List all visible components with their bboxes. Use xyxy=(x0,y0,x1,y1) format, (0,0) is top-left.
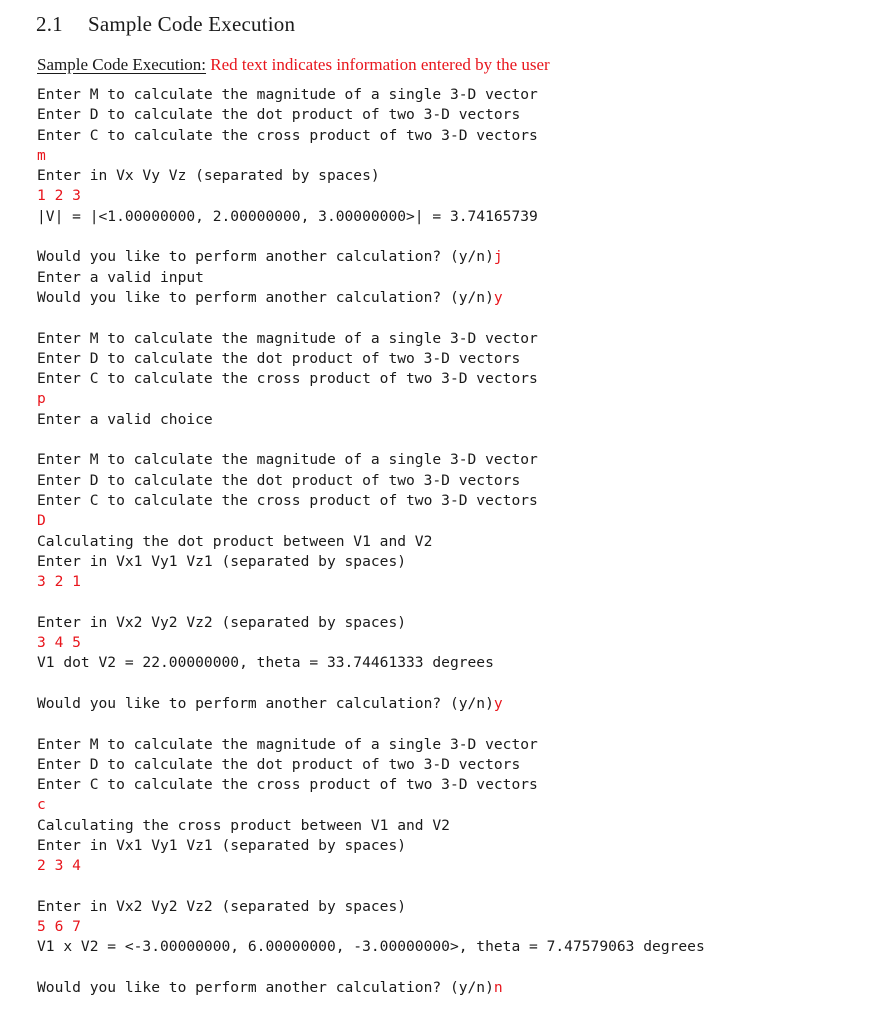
console-line xyxy=(37,572,859,592)
user-input-text: 3 2 1 xyxy=(37,573,81,591)
program-output-text: Enter in Vx2 Vy2 Vz2 (separated by spaces) xyxy=(37,897,407,915)
console-line xyxy=(37,410,859,430)
program-output-text: Enter a valid choice xyxy=(37,410,213,428)
console-line xyxy=(37,694,859,714)
user-input-text: 3 4 5 xyxy=(37,634,81,652)
user-input-text: 1 2 3 xyxy=(37,187,81,205)
console-line xyxy=(37,491,859,511)
console-line xyxy=(37,937,859,957)
program-output-text: Enter in Vx2 Vy2 Vz2 (separated by spaces) xyxy=(37,613,407,631)
console-line xyxy=(37,795,859,815)
console-line xyxy=(37,85,859,105)
user-input-text: 2 3 4 xyxy=(37,857,81,875)
program-output-text: Enter C to calculate the cross product of two 3-D vectors xyxy=(37,776,538,794)
console-blank-line xyxy=(37,227,859,247)
program-output-text: Enter C to calculate the cross product of two 3-D vectors xyxy=(37,491,538,509)
console-line xyxy=(37,735,859,755)
console-line xyxy=(37,268,859,288)
console-line xyxy=(37,126,859,146)
program-output-text: Enter in Vx1 Vy1 Vz1 (separated by spaces) xyxy=(37,836,407,854)
program-output-text: Calculating the dot product between V1 and V2 xyxy=(37,532,433,550)
console-blank-line xyxy=(37,674,859,694)
program-output-text: Enter M to calculate the magnitude of a single 3-D vector xyxy=(37,329,538,347)
console-blank-line xyxy=(37,877,859,897)
execution-caption xyxy=(37,53,859,77)
console-line xyxy=(37,146,859,166)
program-output-text: V1 x V2 = <-3.00000000, 6.00000000, -3.00000000>, theta = 7.47579063 degrees xyxy=(37,938,705,956)
console-line xyxy=(37,349,859,369)
user-input-text: 5 6 7 xyxy=(37,918,81,936)
console-line xyxy=(37,552,859,572)
user-input-text: p xyxy=(37,390,46,408)
console-line xyxy=(37,166,859,186)
document-page xyxy=(37,10,859,998)
program-output-text: Enter in Vx1 Vy1 Vz1 (separated by spaces) xyxy=(37,552,407,570)
console-line xyxy=(37,389,859,409)
console-blank-line xyxy=(37,430,859,450)
program-output-text: Enter D to calculate the dot product of two 3-D vectors xyxy=(37,106,521,124)
console-line xyxy=(37,471,859,491)
console-line xyxy=(37,775,859,795)
section-title: Sample Code Execution xyxy=(88,12,296,36)
console-line xyxy=(37,856,859,876)
section-heading xyxy=(36,10,859,38)
console-line xyxy=(37,836,859,856)
program-output-text: Would you like to perform another calculation? (y/n) xyxy=(37,694,494,712)
console-line xyxy=(37,207,859,227)
section-number: 2.1 xyxy=(36,12,63,36)
user-input-text: D xyxy=(37,512,46,530)
console-line xyxy=(37,247,859,267)
console-line xyxy=(37,369,859,389)
console-line xyxy=(37,329,859,349)
console-blank-line xyxy=(37,592,859,612)
user-input-text: y xyxy=(493,694,503,712)
program-output-text: Enter M to calculate the magnitude of a single 3-D vector xyxy=(37,451,538,469)
console-line xyxy=(37,755,859,775)
program-output-text: V1 dot V2 = 22.00000000, theta = 33.74461333 degrees xyxy=(37,654,494,672)
program-output-text: Enter C to calculate the cross product of two 3-D vectors xyxy=(37,370,538,388)
user-input-text: m xyxy=(37,146,46,164)
console-line xyxy=(37,653,859,673)
program-output-text: Enter a valid input xyxy=(37,268,204,286)
console-blank-line xyxy=(37,958,859,978)
console-line xyxy=(37,105,859,125)
console-line xyxy=(37,450,859,470)
program-output-text: |V| = |<1.00000000, 2.00000000, 3.00000000>| = 3.74165739 xyxy=(37,207,538,225)
user-input-text: c xyxy=(37,796,46,814)
console-line xyxy=(37,816,859,836)
console-line xyxy=(37,897,859,917)
user-input-text: j xyxy=(493,248,503,266)
program-output-text: Enter D to calculate the dot product of two 3-D vectors xyxy=(37,349,521,367)
program-output-text: Enter C to calculate the cross product of two 3-D vectors xyxy=(37,126,538,144)
program-output-text: Would you like to perform another calculation? (y/n) xyxy=(37,248,494,266)
user-input-text: n xyxy=(493,979,503,997)
console-blank-line xyxy=(37,714,859,734)
console-line xyxy=(37,978,859,998)
console-line xyxy=(37,613,859,633)
program-output-text: Enter in Vx Vy Vz (separated by spaces) xyxy=(37,167,380,185)
console-line xyxy=(37,186,859,206)
program-output-text: Calculating the cross product between V1 and V2 xyxy=(37,816,450,834)
caption-label: Sample Code Execution: xyxy=(37,55,207,74)
program-output-text: Enter D to calculate the dot product of two 3-D vectors xyxy=(37,471,521,489)
console-line xyxy=(37,511,859,531)
console-blank-line xyxy=(37,308,859,328)
program-output-text: Enter M to calculate the magnitude of a single 3-D vector xyxy=(37,86,538,103)
console-transcript xyxy=(37,85,859,998)
console-line xyxy=(37,633,859,653)
program-output-text: Enter D to calculate the dot product of two 3-D vectors xyxy=(37,755,521,773)
user-input-text: y xyxy=(493,288,503,306)
caption-note: Red text indicates information entered by the user xyxy=(210,55,550,74)
program-output-text: Enter M to calculate the magnitude of a single 3-D vector xyxy=(37,735,538,753)
console-line xyxy=(37,532,859,552)
console-line xyxy=(37,917,859,937)
program-output-text: Would you like to perform another calculation? (y/n) xyxy=(37,979,494,997)
console-line xyxy=(37,288,859,308)
program-output-text: Would you like to perform another calculation? (y/n) xyxy=(37,288,494,306)
